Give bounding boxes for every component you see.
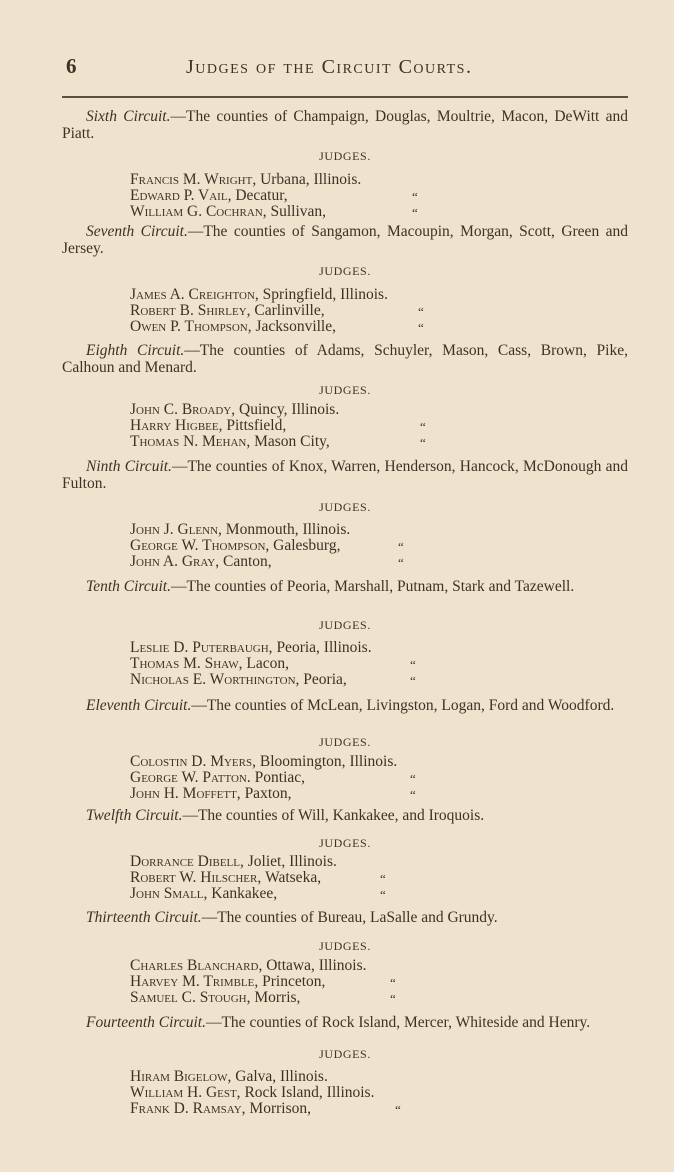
judge-entry xyxy=(130,434,330,450)
judge-place: Watseka, xyxy=(265,869,322,886)
circuit-description xyxy=(62,459,628,492)
circuit-counties: —The counties of Knox, Warren, Henderson, Hancock, McDonough and Fulton. xyxy=(62,458,629,492)
judge-place: Peoria, xyxy=(276,639,320,656)
judge-place: Bloomington, xyxy=(259,753,346,770)
judge-place: Sullivan, xyxy=(270,203,327,220)
circuit-counties: —The counties of Sangamon, Macoupin, Morgan, Scott, Green and Jersey. xyxy=(62,223,628,257)
judges-heading: JUDGES. xyxy=(319,618,371,632)
judge-entry xyxy=(130,554,272,570)
judge-name: Thomas N. Mehan, xyxy=(130,433,255,450)
circuit-description xyxy=(62,343,628,376)
judge-entry xyxy=(130,319,336,335)
ditto-mark: “ xyxy=(380,887,386,902)
judges-heading: JUDGES. xyxy=(319,1047,371,1061)
judge-name: Samuel C. Stough, xyxy=(130,989,255,1006)
circuit-description xyxy=(62,910,628,927)
ditto-mark: “ xyxy=(398,539,404,554)
judge-name: Nicholas E. Worthington, xyxy=(130,671,304,688)
judge-name: Frank D. Ramsay, xyxy=(130,1100,250,1117)
judge-place: Canton, xyxy=(223,553,272,570)
judges-heading: JUDGES. xyxy=(319,836,371,850)
judge-state: Illinois. xyxy=(309,171,362,188)
circuit-name: Twelfth Circuit. xyxy=(86,807,183,824)
circuit-name: Tenth Circuit. xyxy=(86,578,171,595)
judge-entry xyxy=(130,958,367,974)
judge-entry xyxy=(130,990,300,1006)
judge-place: Lacon, xyxy=(246,655,289,672)
judge-entry xyxy=(130,303,325,319)
circuit-counties: —The counties of Peoria, Marshall, Putnam, Stark and Tazewell. xyxy=(170,578,575,595)
judge-entry xyxy=(130,418,286,434)
judge-place: Galesburg, xyxy=(273,537,341,554)
judge-entry xyxy=(130,886,277,902)
circuit-description xyxy=(62,579,628,596)
judge-place: Peoria, xyxy=(303,671,347,688)
ditto-mark: “ xyxy=(418,320,424,335)
ditto-mark: “ xyxy=(412,189,418,204)
judge-entry xyxy=(130,854,337,870)
judge-entry xyxy=(130,402,339,418)
ditto-mark: “ xyxy=(420,435,426,450)
judge-entry xyxy=(130,204,326,220)
header-rule xyxy=(62,96,628,98)
judge-name: John J. Glenn, xyxy=(130,521,226,538)
judge-name: John C. Broady, xyxy=(130,401,240,418)
circuit-name: Eighth Circuit. xyxy=(86,342,185,359)
judge-state: Illinois. xyxy=(298,521,351,538)
judge-place: Paxton, xyxy=(244,785,292,802)
running-header: Judges of the Circuit Courts. xyxy=(186,56,473,78)
judge-place: Jacksonville, xyxy=(255,318,336,335)
judges-heading: JUDGES. xyxy=(319,735,371,749)
judge-state: Illinois. xyxy=(319,639,372,656)
circuit-counties: —The counties of Rock Island, Mercer, Whiteside and Henry. xyxy=(205,1014,591,1031)
circuit-description xyxy=(62,224,628,257)
judge-name: John Small, xyxy=(130,885,212,902)
judge-entry xyxy=(130,870,321,886)
judge-name: William G. Cochran, xyxy=(130,203,271,220)
judge-name: Hiram Bigelow, xyxy=(130,1068,236,1085)
judge-state: Illinois. xyxy=(322,1084,375,1101)
judge-place: Pontiac, xyxy=(254,769,306,786)
judge-name: Robert B. Shirley, xyxy=(130,302,255,319)
circuit-counties: —The counties of Will, Kankakee, and Iroquois. xyxy=(182,807,485,824)
ditto-mark: “ xyxy=(420,419,426,434)
judges-heading: JUDGES. xyxy=(319,939,371,953)
judge-place: Ottawa, xyxy=(266,957,315,974)
page-number: 6 xyxy=(66,54,77,78)
judge-entry xyxy=(130,974,325,990)
judge-entry xyxy=(130,770,305,786)
judge-place: Morris, xyxy=(254,989,301,1006)
judge-place: Urbana, xyxy=(260,171,310,188)
judge-entry xyxy=(130,1069,328,1085)
judge-place: Kankakee, xyxy=(211,885,278,902)
judge-entry xyxy=(130,1101,311,1117)
judge-name: Owen P. Thompson, xyxy=(130,318,256,335)
judge-place: Carlinville, xyxy=(254,302,325,319)
circuit-counties: —The counties of Bureau, LaSalle and Grundy. xyxy=(201,909,498,926)
judge-place: Galva, xyxy=(235,1068,277,1085)
judge-entry xyxy=(130,287,388,303)
circuit-description xyxy=(62,808,628,825)
judge-state: Illinois. xyxy=(314,957,367,974)
circuit-name: Fourteenth Circuit. xyxy=(86,1014,206,1031)
circuit-name: Seventh Circuit. xyxy=(86,223,188,240)
judge-state: Illinois. xyxy=(276,1068,328,1085)
judges-heading: JUDGES. xyxy=(319,383,371,397)
judge-entry xyxy=(130,672,347,688)
judge-entry xyxy=(130,172,361,188)
ditto-mark: “ xyxy=(418,304,424,319)
judge-name: Dorrance Dibell, xyxy=(130,853,248,870)
judge-name: James A. Creighton, xyxy=(130,286,263,303)
judge-entry xyxy=(130,786,292,802)
judge-name: Thomas M. Shaw, xyxy=(130,655,247,672)
judge-name: Harvey M. Trimble, xyxy=(130,973,263,990)
judge-name: John A. Gray, xyxy=(130,553,223,570)
judge-entry xyxy=(130,522,350,538)
judge-place: Pittsfield, xyxy=(226,417,287,434)
ditto-mark: “ xyxy=(410,673,416,688)
judge-place: Springfield, xyxy=(262,286,337,303)
ditto-mark: “ xyxy=(410,657,416,672)
ditto-mark: “ xyxy=(412,205,418,220)
judge-place: Princeton, xyxy=(262,973,326,990)
ditto-mark: “ xyxy=(410,787,416,802)
judge-name: Robert W. Hilscher, xyxy=(130,869,266,886)
circuit-counties: —The counties of Adams, Schuyler, Mason, Cass, Brown, Pike, Calhoun and Menard. xyxy=(62,342,628,376)
judge-place: Joliet, xyxy=(247,853,286,870)
judge-entry xyxy=(130,754,397,770)
judge-place: Rock Island, xyxy=(244,1084,323,1101)
judge-state: Illinois. xyxy=(336,286,388,303)
circuit-counties: —The counties of McLean, Livingston, Logan, Ford and Woodford. xyxy=(191,697,615,714)
judge-place: Decatur, xyxy=(235,187,288,204)
judge-name: George W. Thompson, xyxy=(130,537,274,554)
judge-state: Illinois. xyxy=(345,753,398,770)
judges-heading: JUDGES. xyxy=(319,264,371,278)
judge-name: Francis M. Wright, xyxy=(130,171,261,188)
judge-entry xyxy=(130,656,289,672)
judge-entry xyxy=(130,1085,374,1101)
circuit-description xyxy=(62,109,628,142)
judges-heading: JUDGES. xyxy=(319,149,371,163)
judge-entry xyxy=(130,188,288,204)
judge-name: Harry Higbee, xyxy=(130,417,227,434)
judge-place: Quincy, xyxy=(239,401,288,418)
ditto-mark: “ xyxy=(390,991,396,1006)
circuit-name: Thirteenth Circuit. xyxy=(86,909,202,926)
judge-place: Morrison, xyxy=(249,1100,311,1117)
ditto-mark: “ xyxy=(380,871,386,886)
judge-state: Illinois. xyxy=(285,853,337,870)
judge-entry xyxy=(130,538,340,554)
circuit-description xyxy=(62,1015,628,1032)
judge-name: Edward P. Vail, xyxy=(130,187,236,204)
circuit-name: Ninth Circuit. xyxy=(86,458,172,475)
circuit-description xyxy=(62,698,628,715)
judge-name: Leslie D. Puterbaugh, xyxy=(130,639,277,656)
ditto-mark: “ xyxy=(398,555,404,570)
ditto-mark: “ xyxy=(390,975,396,990)
judge-name: Colostin D. Myers, xyxy=(130,753,260,770)
circuit-name: Sixth Circuit. xyxy=(86,108,171,125)
circuit-counties: —The counties of Champaign, Douglas, Moultrie, Macon, DeWitt and Piatt. xyxy=(62,108,629,142)
judge-state: Illinois. xyxy=(287,401,340,418)
judges-heading: JUDGES. xyxy=(319,500,371,514)
ditto-mark: “ xyxy=(395,1102,401,1117)
circuit-name: Eleventh Circuit. xyxy=(86,697,192,714)
judge-name: John H. Moffett, xyxy=(130,785,245,802)
judge-place: Mason City, xyxy=(254,433,330,450)
judge-name: Charles Blanchard, xyxy=(130,957,267,974)
judge-entry xyxy=(130,640,372,656)
judge-name: William H. Gest, xyxy=(130,1084,245,1101)
judge-name: George W. Patton. xyxy=(130,769,255,786)
judge-place: Monmouth, xyxy=(225,521,299,538)
ditto-mark: “ xyxy=(410,771,416,786)
